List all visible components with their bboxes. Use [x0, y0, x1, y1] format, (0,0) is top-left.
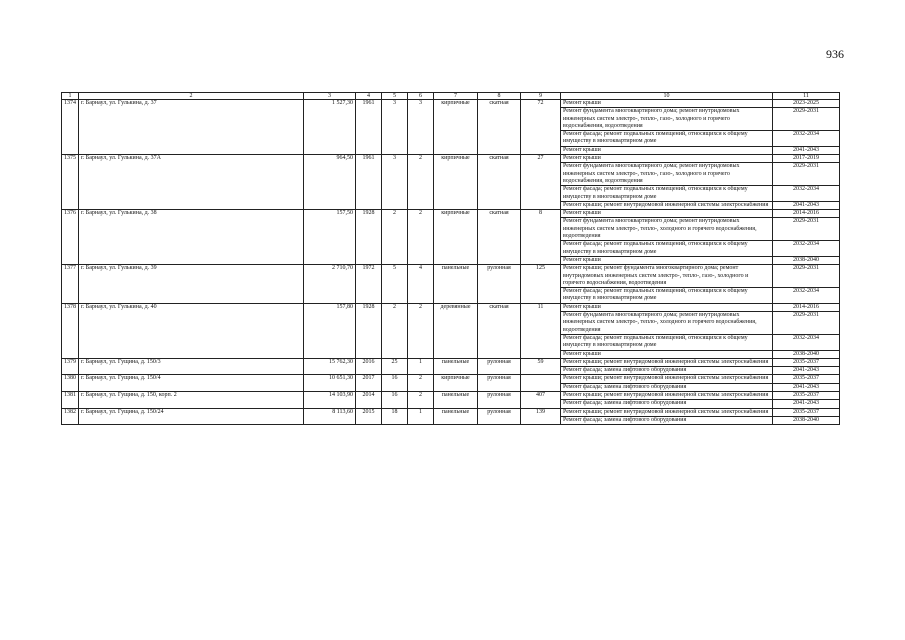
table-row: [62, 303, 840, 311]
table-row: [62, 391, 840, 399]
table-row: [62, 265, 840, 288]
building-number: 1376: [62, 210, 79, 265]
column-header: 7: [434, 93, 478, 100]
column-header: 2: [79, 93, 304, 100]
repair-period: 2035-2037: [773, 358, 840, 366]
repair-work: Ремонт крыши; ремонт внутридомовой инженерной системы электроснабжения: [561, 408, 773, 416]
building-year: 1961: [356, 100, 382, 155]
building-address: г. Барнаул, ул. Гулькина, д. 40: [79, 303, 304, 358]
wall-material: кирпичные: [434, 100, 478, 155]
building-year: 2016: [356, 358, 382, 375]
building-year: 1928: [356, 303, 382, 358]
repair-work: Ремонт крыши: [561, 256, 773, 264]
repair-period: 2038-2040: [773, 350, 840, 358]
column-header: 10: [561, 93, 773, 100]
building-year: 2015: [356, 408, 382, 425]
building-address: г. Барнаул, ул. Гулькина, д. 39: [79, 265, 304, 303]
repair-period: 2014-2016: [773, 303, 840, 311]
repair-period: 2032-2034: [773, 131, 840, 147]
repair-work: Ремонт крыши; ремонт внутридомовой инженерной системы электроснабжения: [561, 201, 773, 209]
repair-work: Ремонт фундамента многоквартирного дома; ремонт внутридомовых инженерных систем электро-, тепло-, газо-, холодного и горячего водоснабжения, водоотведения: [561, 108, 773, 131]
building-entrances: 2: [408, 375, 434, 392]
building-entrances: 2: [408, 391, 434, 408]
repair-work: Ремонт фундамента многоквартирного дома; ремонт внутридомовых инженерных систем электро-, тепло-, газо-, холодного и горячего водоснабжения, водоотведения: [561, 163, 773, 186]
repair-work: Ремонт крыши: [561, 303, 773, 311]
building-entrances: 3: [408, 100, 434, 155]
building-entrances: 1: [408, 408, 434, 425]
table-row: [62, 100, 840, 108]
repair-period: 2029-2031: [773, 218, 840, 241]
column-header: 9: [521, 93, 561, 100]
repair-period: 2029-2031: [773, 163, 840, 186]
apartment-count: 27: [521, 155, 561, 210]
roof-type: скатная: [478, 100, 521, 155]
apartment-count: 8: [521, 210, 561, 265]
building-area: 2 710,70: [304, 265, 356, 303]
repair-work: Ремонт фасада; ремонт подвальных помещений, относящихся к общему имуществу в многоквартирном доме: [561, 241, 773, 257]
page-number: 936: [826, 47, 844, 61]
repair-period: 2023-2025: [773, 100, 840, 108]
table-row: [62, 358, 840, 366]
repair-work: Ремонт крыши: [561, 146, 773, 154]
repair-period: 2032-2034: [773, 334, 840, 350]
building-area: 15 762,30: [304, 358, 356, 375]
building-entrances: 1: [408, 358, 434, 375]
column-header: 11: [773, 93, 840, 100]
building-area: 157,50: [304, 210, 356, 265]
repair-work: Ремонт фасада; замена лифтового оборудования: [561, 400, 773, 408]
apartment-count: [521, 375, 561, 392]
building-entrances: 2: [408, 303, 434, 358]
wall-material: панельные: [434, 358, 478, 375]
building-address: г. Барнаул, ул. Гущина, д. 150, корп. 2: [79, 391, 304, 408]
apartment-count: 125: [521, 265, 561, 303]
building-floors: 5: [382, 265, 408, 303]
building-floors: 2: [382, 210, 408, 265]
building-floors: 2: [382, 303, 408, 358]
repair-work: Ремонт фундамента многоквартирного дома; ремонт внутридомовых инженерных систем электро-, тепло-, холодного и горячего водоснабжения, водоотведения: [561, 312, 773, 335]
building-entrances: 2: [408, 155, 434, 210]
wall-material: панельные: [434, 408, 478, 425]
building-address: г. Барнаул, ул. Гущина, д. 150/4: [79, 375, 304, 392]
capital-repair-table: [61, 92, 840, 425]
building-floors: 18: [382, 408, 408, 425]
repair-work: Ремонт фасада; ремонт подвальных помещений, относящихся к общему имуществу в многоквартирном доме: [561, 186, 773, 202]
building-area: 964,50: [304, 155, 356, 210]
roof-type: рулонная: [478, 358, 521, 375]
repair-period: 2029-2031: [773, 265, 840, 288]
repair-work: Ремонт фасада; ремонт подвальных помещений, относящихся к общему имуществу в многоквартирном доме: [561, 334, 773, 350]
building-entrances: 2: [408, 210, 434, 265]
wall-material: кирпичные: [434, 375, 478, 392]
building-area: 8 113,60: [304, 408, 356, 425]
apartment-count: 11: [521, 303, 561, 358]
building-floors: 16: [382, 391, 408, 408]
building-number: 1379: [62, 358, 79, 375]
building-address: г. Барнаул, ул. Гущина, д. 150/3: [79, 358, 304, 375]
roof-type: скатная: [478, 303, 521, 358]
repair-period: 2041-2043: [773, 201, 840, 209]
building-area: 157,80: [304, 303, 356, 358]
column-number-row: [62, 93, 840, 100]
building-floors: 25: [382, 358, 408, 375]
table-row: [62, 155, 840, 163]
repair-work: Ремонт крыши: [561, 210, 773, 218]
repair-period: 2041-2043: [773, 146, 840, 154]
repair-period: 2038-2040: [773, 416, 840, 424]
wall-material: панельные: [434, 265, 478, 303]
building-entrances: 4: [408, 265, 434, 303]
building-area: 14 103,90: [304, 391, 356, 408]
repair-work: Ремонт крыши; ремонт внутридомовой инженерной системы электроснабжения: [561, 375, 773, 383]
apartment-count: 59: [521, 358, 561, 375]
repair-work: Ремонт фасада; ремонт подвальных помещений, относящихся к общему имуществу в многоквартирном доме: [561, 131, 773, 147]
building-number: 1374: [62, 100, 79, 155]
repair-work: Ремонт фундамента многоквартирного дома; ремонт внутридомовых инженерных систем электро-, тепло-, холодного и горячего водоснабжения, водоотведения: [561, 218, 773, 241]
roof-type: рулонная: [478, 408, 521, 425]
repair-period: 2041-2043: [773, 400, 840, 408]
building-number: 1375: [62, 155, 79, 210]
column-header: 5: [382, 93, 408, 100]
roof-type: рулонная: [478, 375, 521, 392]
building-floors: 16: [382, 375, 408, 392]
building-number: 1377: [62, 265, 79, 303]
building-floors: 3: [382, 100, 408, 155]
column-header: 3: [304, 93, 356, 100]
column-header: 6: [408, 93, 434, 100]
repair-period: 2041-2043: [773, 383, 840, 391]
repair-period: 2014-2016: [773, 210, 840, 218]
building-year: 1928: [356, 210, 382, 265]
building-year: 1961: [356, 155, 382, 210]
repair-work: Ремонт фасада; замена лифтового оборудования: [561, 416, 773, 424]
building-year: 2017: [356, 375, 382, 392]
repair-period: 2035-2037: [773, 375, 840, 383]
apartment-count: 139: [521, 408, 561, 425]
building-number: 1381: [62, 391, 79, 408]
repair-work: Ремонт крыши: [561, 350, 773, 358]
repair-period: 2032-2034: [773, 288, 840, 304]
column-header: 1: [62, 93, 79, 100]
wall-material: деревянные: [434, 303, 478, 358]
building-number: 1382: [62, 408, 79, 425]
column-header: 8: [478, 93, 521, 100]
repair-period: 2038-2040: [773, 256, 840, 264]
roof-type: скатная: [478, 155, 521, 210]
repair-work: Ремонт крыши: [561, 100, 773, 108]
repair-work: Ремонт крыши: [561, 155, 773, 163]
building-number: 1380: [62, 375, 79, 392]
column-header: 4: [356, 93, 382, 100]
wall-material: кирпичные: [434, 155, 478, 210]
roof-type: скатная: [478, 210, 521, 265]
apartment-count: 407: [521, 391, 561, 408]
building-address: г. Барнаул, ул. Гущина, д. 150/24: [79, 408, 304, 425]
repair-period: 2017-2019: [773, 155, 840, 163]
repair-period: 2035-2037: [773, 408, 840, 416]
repair-work: Ремонт крыши; ремонт фундамента многоквартирного дома; ремонт внутридомовых инженерных систем электро-, тепло-, газо-, холодного и горячего водоснабжения, водоотведения: [561, 265, 773, 288]
building-floors: 3: [382, 155, 408, 210]
repair-period: 2029-2031: [773, 108, 840, 131]
repair-period: 2032-2034: [773, 241, 840, 257]
repair-period: 2032-2034: [773, 186, 840, 202]
wall-material: панельные: [434, 391, 478, 408]
building-address: г. Барнаул, ул. Гулькина, д. 37: [79, 100, 304, 155]
repair-period: 2029-2031: [773, 312, 840, 335]
repair-work: Ремонт фасада; замена лифтового оборудования: [561, 367, 773, 375]
repair-work: Ремонт фасада; ремонт подвальных помещений, относящихся к общему имуществу в многоквартирном доме: [561, 288, 773, 304]
building-address: г. Барнаул, ул. Гулькина, д. 38: [79, 210, 304, 265]
table-row: [62, 375, 840, 383]
building-address: г. Барнаул, ул. Гулькина, д. 37А: [79, 155, 304, 210]
repair-period: 2041-2043: [773, 367, 840, 375]
building-area: 1 527,30: [304, 100, 356, 155]
building-year: 1972: [356, 265, 382, 303]
table-row: [62, 408, 840, 416]
table-row: [62, 210, 840, 218]
building-area: 10 651,30: [304, 375, 356, 392]
repair-work: Ремонт фасада; замена лифтового оборудования: [561, 383, 773, 391]
repair-work: Ремонт крыши; ремонт внутридомовой инженерной системы электроснабжения: [561, 358, 773, 366]
repair-work: Ремонт крыши; ремонт внутридомовой инженерной системы электроснабжения: [561, 391, 773, 399]
roof-type: рулонная: [478, 391, 521, 408]
roof-type: рулонная: [478, 265, 521, 303]
building-number: 1378: [62, 303, 79, 358]
building-year: 2014: [356, 391, 382, 408]
apartment-count: 72: [521, 100, 561, 155]
wall-material: кирпичные: [434, 210, 478, 265]
repair-period: 2035-2037: [773, 391, 840, 399]
